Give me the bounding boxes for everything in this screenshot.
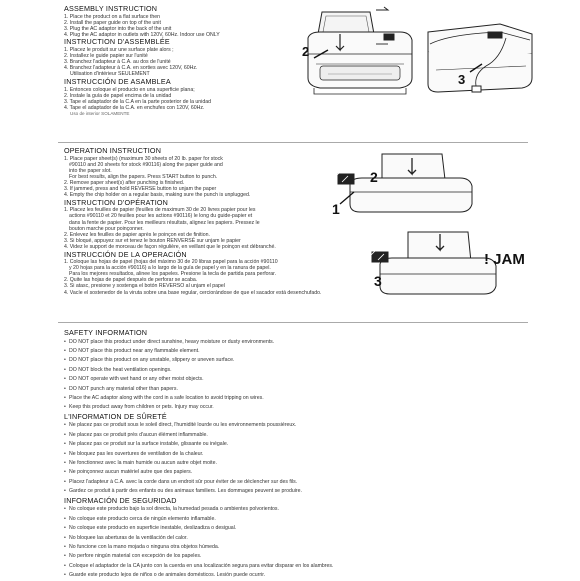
punch-unit-left: [308, 7, 412, 94]
assembly-step-es-3: 3. Tape el adaptador de la C.A en la parte posterior de la unidad: [64, 98, 211, 105]
assembly-title-es: INSTRUCCIÓN DE ASAMBLEA: [64, 77, 171, 87]
divider: [58, 142, 528, 143]
operation-step-en-3: 3. If jammed, press and hold REVERSE button to unjam the paper: [64, 186, 217, 193]
step-label-3-operation: 3: [374, 273, 382, 289]
operation-section: [64, 147, 321, 296]
operation-step-es-1: 1. Coloque las hojas de papel (hojas del máximo 30 de 20 libras papel para la acción #90110: [64, 259, 278, 266]
operation-step-es-1b: y 20 hojas para la acción #90116) a lo largo de la guía de papel y en la ranura de papel.: [69, 265, 271, 272]
operation-step-fr-1: 1. Placez les feuilles de papier (feuilles de maximum 30 de 20 livres papier pour les: [64, 207, 256, 214]
step-label-3-assembly: 3: [458, 72, 466, 87]
safety-title-es: INFORMACIÓN DE SEGURIDAD: [64, 495, 177, 505]
safety-item-es-5: • No funcione con la mano mojada o ninguna otra objetos húmeda.: [64, 543, 333, 552]
safety-item-fr-4: • Ne bloquez pas les ouvertures de ventilation de la chaleur.: [64, 450, 333, 459]
safety-item-en-1: • DO NOT place this product under direct sunshine, heavy moisture or dusty environments.: [64, 338, 333, 347]
operation-step-en-2: 2. Remove paper sheet(s) after punching is finished.: [64, 179, 185, 186]
safety-item-fr-7: • Placez l'adapteur à C.A. avec la corde dans un endroit sûr pour éviter de se déclencher sur des fils.: [64, 478, 333, 487]
operation-step-fr-2: 2. Enlevez les feuilles de papier après le poinçon est de finition.: [64, 231, 210, 238]
safety-item-en-6: • DO NOT punch any material other than papers.: [64, 385, 333, 394]
safety-item-en-3: • DO NOT place this product on any unstable, slippery or uneven surface.: [64, 356, 333, 365]
safety-title-en: SAFETY INFORMATION: [64, 328, 148, 337]
jam-label: ! JAM: [484, 251, 525, 268]
safety-item-en-5: • DO NOT operate with wet hand or any other moist objects.: [64, 375, 333, 384]
safety-item-en-7: • Place the AC adaptor along with the cord in a safe location to avoid tripping on wires.: [64, 394, 333, 403]
operation-step-en-4: 4. Empty the chip holder on a regular basis, making sure the punch is unplugged.: [64, 192, 251, 199]
assembly-step-es-1: 1. Entonces coloque el producto en una superficie plana;: [64, 86, 195, 93]
safety-item-fr-2: • Ne placez pas ce produit près d'aucun élément inflammable.: [64, 431, 333, 440]
assembly-step-fr-1: 1. Placez le produit sur une surface plate alors ;: [64, 47, 174, 54]
safety-item-en-8: • Keep this product away from children or pets. Injury may occur.: [64, 403, 333, 412]
operation-step-es-4: 4. Vacíe el sostenedor de la viruta sobre una base regular, cerciorándose de que el sacador está desenchufado.: [64, 289, 322, 296]
step-label-1-operation: 1: [332, 201, 340, 217]
safety-item-fr-3: • Ne placez pas ce produit sur la surface instable, glissante ou inégale.: [64, 440, 333, 449]
punch-unit-right: [428, 24, 532, 92]
operation-step-en-1d: For best results, align the papers. Press START button to punch.: [69, 173, 218, 180]
assembly-section: [64, 5, 220, 117]
safety-item-es-4: • No bloquee las aberturas de la ventilación del calor.: [64, 534, 333, 543]
operation-title-en: OPERATION INSTRUCTION: [64, 146, 162, 155]
safety-item-fr-1: • Ne placez pas ce produit sous le soleil direct, l'humidité lourde ou les environnements poussiéreux.: [64, 421, 333, 430]
safety-item-es-1: • No coloque este producto bajo la sol directa, la humedad pesada o ambientes polvorientos.: [64, 505, 333, 514]
operation-step-fr-1c: dans la fente de papier. Pour les meilleurs résultats, alignez les papiers. Pressez le: [69, 219, 260, 226]
safety-title-fr: L'INFORMATION DE SÛRETÉ: [64, 411, 167, 421]
operation-step-fr-3: 3. Si bloqué, appuyez sur et tenez le bouton RENVERSÉ sur unjam le papier: [64, 237, 241, 244]
safety-section: [64, 329, 333, 581]
operation-step-es-2: 2. Quite las hojas de papel después de perforar se acaba.: [64, 277, 198, 284]
assembly-step-es-4b: Uso de interior SOLAMENTE: [70, 111, 130, 116]
operation-illustration-jam: [368, 228, 548, 300]
operation-step-es-1c: Para los mejores resultados, alinee los papeles. Presione la tecla de partida para perforar.: [69, 271, 277, 278]
step-label-2-assembly: 2: [302, 44, 310, 59]
assembly-step-en-2: 2. Install the paper guide on top of the unit: [64, 19, 161, 26]
operation-title-fr: INSTRUCTION D'OPÉRATION: [64, 197, 169, 207]
assembly-step-en-4: 4. Plug the AC adaptor in outlets with 120V, 60Hz. Indoor use ONLY: [64, 31, 220, 38]
assembly-step-fr-4b: Utilisation d'intérieur SEULEMENT: [70, 71, 150, 78]
assembly-step-en-1: 1. Place the product on a flat surface then: [64, 13, 161, 20]
assembly-step-es-4: 4. Tape el adaptador de la C.A. en enchufes con 120V, 60Hz.: [64, 104, 205, 111]
safety-item-fr-5: • Ne fonctionnez avec la main humide ou aucun autre objet moite.: [64, 459, 333, 468]
safety-item-fr-6: • Ne poinçonnez aucun matériel autre que des papiers.: [64, 468, 333, 477]
assembly-step-fr-4: 4. Branchez l'adapteur à C.A. en sorties avec 120V, 60Hz.: [64, 65, 198, 72]
operation-step-en-1b: #90110 and 20 sheets for stock #90116) along the paper guide and: [69, 161, 223, 168]
safety-item-fr-8: • Gardez ce produit à partir des enfants ou des animaux familiers. Les dommages peuvent se produire.: [64, 487, 333, 496]
divider: [58, 322, 528, 323]
safety-item-es-3: • No coloque este producto en superficie inestable, deslizadiza o desigual.: [64, 524, 333, 533]
safety-item-en-4: • DO NOT block the heat ventilation openings.: [64, 366, 333, 375]
safety-item-es-2: • No coloque este producto cerca de ningún elemento inflamable.: [64, 515, 333, 524]
operation-illustration-insert: [330, 148, 540, 220]
operation-step-en-1: 1. Place paper sheet(s) (maximum 30 sheets of 20 lb. paper for stock: [64, 155, 223, 162]
operation-step-fr-4: 4. Videz le support de morceau de façon régulière, en veillant que le poinçon est débranché.: [64, 243, 276, 250]
operation-title-es: INSTRUCCIÓN DE LA OPERACIÓN: [64, 249, 187, 259]
operation-step-fr-1d: bouton marche pour poinçonner.: [69, 225, 144, 232]
safety-item-es-8: • Guarde este producto lejos de niños o de animales domésticos. Lesión puede ocurrir.: [64, 571, 333, 580]
safety-item-es-6: • No perfore ningún material con excepción de los papeles.: [64, 552, 333, 561]
step-label-2-operation: 2: [370, 169, 378, 185]
assembly-step-fr-2: 2. Installez le guide papier sur l'unité: [64, 53, 148, 60]
operation-step-en-1c: into the paper slot.: [69, 167, 112, 174]
assembly-title-en: ASSEMBLY INSTRUCTION: [64, 4, 158, 13]
assembly-step-es-2: 2. Instale la guía de papel encima de la unidad: [64, 92, 172, 99]
assembly-step-en-3: 3. Plug the AC adaptor into the back of the unit: [64, 25, 172, 32]
assembly-step-fr-3: 3. Branchez l'adapteur à C.A. au dos de l'unité: [64, 59, 171, 66]
assembly-illustration: [300, 4, 536, 104]
operation-step-fr-1b: actions #90110 et 20 feuilles pour les actions #90116) le long du guide-papier et: [69, 213, 253, 220]
safety-item-en-2: • DO NOT place this product near any flammable element.: [64, 347, 333, 356]
assembly-title-fr: INSTRUCTION D'ASSEMBLÉE: [64, 37, 170, 47]
operation-step-es-3: 3. Si atasc, presione y sostenga el botón REVERSO al unjam el papel: [64, 283, 225, 290]
safety-item-es-7: • Coloque el adaptador de la CA junto con la cuerda en una localización segura para evitar disparar en los alambres.: [64, 562, 333, 571]
